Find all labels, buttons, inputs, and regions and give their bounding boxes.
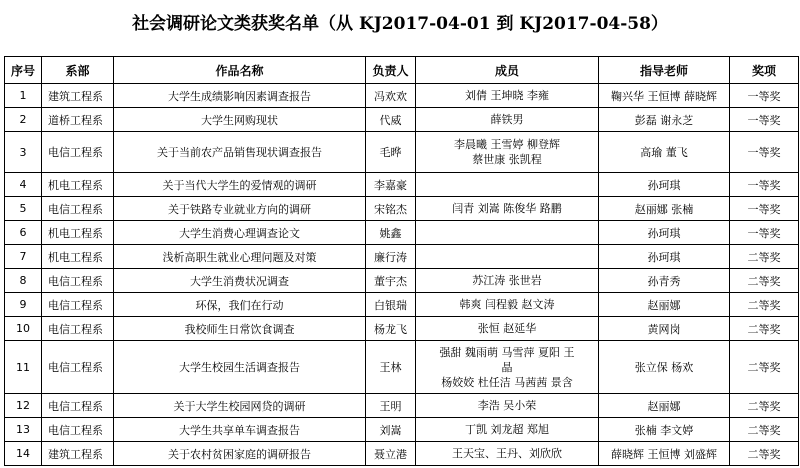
cell-leader: 董宇杰: [366, 269, 416, 293]
cell-advisor: 赵丽娜 张楠: [599, 197, 730, 221]
column-header: 成员: [416, 57, 599, 84]
cell-members: 丁凯 刘龙超 郑旭: [416, 418, 599, 442]
table-header-row: [5, 57, 799, 84]
cell-number: 5: [5, 197, 42, 221]
cell-advisor: 彭磊 谢永芝: [599, 108, 730, 132]
cell-award: 二等奖: [730, 317, 799, 341]
table-row: [5, 108, 799, 132]
column-header: 作品名称: [114, 57, 366, 84]
cell-work-title: 大学生校园生活调查报告: [114, 341, 366, 394]
cell-work-title: 大学生成绩影响因素调查报告: [114, 84, 366, 108]
table-row: [5, 84, 799, 108]
cell-award: 二等奖: [730, 418, 799, 442]
cell-award: 二等奖: [730, 442, 799, 466]
cell-number: 2: [5, 108, 42, 132]
table-row: [5, 269, 799, 293]
cell-advisor: 鞠兴华 王恒博 薛晓辉: [599, 84, 730, 108]
table-row: [5, 394, 799, 418]
table-row: [5, 317, 799, 341]
cell-leader: 白银瑞: [366, 293, 416, 317]
cell-members: 王天宝、王丹、刘欣欣: [416, 442, 599, 466]
cell-members: 李浩 吴小荣: [416, 394, 599, 418]
cell-department: 机电工程系: [42, 173, 114, 197]
cell-number: 6: [5, 221, 42, 245]
cell-work-title: 环保，我们在行动: [114, 293, 366, 317]
cell-leader: 王明: [366, 394, 416, 418]
cell-number: 1: [5, 84, 42, 108]
cell-advisor: 张立保 杨欢: [599, 341, 730, 394]
column-header: 负责人: [366, 57, 416, 84]
cell-leader: 王林: [366, 341, 416, 394]
cell-advisor: 赵丽娜: [599, 293, 730, 317]
cell-members: 苏江涛 张世岩: [416, 269, 599, 293]
cell-work-title: 大学生消费心理调查论文: [114, 221, 366, 245]
table-body: [5, 84, 799, 466]
cell-award: 二等奖: [730, 394, 799, 418]
cell-department: 机电工程系: [42, 245, 114, 269]
cell-number: 14: [5, 442, 42, 466]
cell-members: 张恒 赵延华: [416, 317, 599, 341]
cell-leader: 冯欢欢: [366, 84, 416, 108]
cell-department: 电信工程系: [42, 418, 114, 442]
table-row: [5, 221, 799, 245]
cell-work-title: 大学生共享单车调查报告: [114, 418, 366, 442]
cell-award: 二等奖: [730, 245, 799, 269]
cell-department: 电信工程系: [42, 293, 114, 317]
cell-work-title: 关于当前农产品销售现状调查报告: [114, 132, 366, 173]
cell-work-title: 关于铁路专业就业方向的调研: [114, 197, 366, 221]
cell-department: 电信工程系: [42, 132, 114, 173]
page-title: 社会调研论文类获奖名单（从 KJ2017-04-01 到 KJ2017-04-58）: [132, 14, 668, 34]
cell-award: 二等奖: [730, 269, 799, 293]
cell-award: 一等奖: [730, 84, 799, 108]
cell-leader: 刘嵩: [366, 418, 416, 442]
cell-leader: 李嘉豪: [366, 173, 416, 197]
table-row: [5, 173, 799, 197]
cell-members: 韩爽 闫程毅 赵文涛: [416, 293, 599, 317]
cell-award: 二等奖: [730, 293, 799, 317]
cell-leader: 代威: [366, 108, 416, 132]
cell-award: 一等奖: [730, 197, 799, 221]
cell-award: 二等奖: [730, 341, 799, 394]
cell-award: 一等奖: [730, 173, 799, 197]
cell-department: 建筑工程系: [42, 84, 114, 108]
cell-department: 机电工程系: [42, 221, 114, 245]
cell-work-title: 浅析高职生就业心理问题及对策: [114, 245, 366, 269]
award-table: [4, 56, 799, 466]
cell-leader: 毛晔: [366, 132, 416, 173]
cell-award: 一等奖: [730, 108, 799, 132]
table-row: [5, 418, 799, 442]
table-row: [5, 341, 799, 394]
cell-advisor: 张楠 李文婷: [599, 418, 730, 442]
column-header: 指导老师: [599, 57, 730, 84]
cell-leader: 聂立港: [366, 442, 416, 466]
cell-department: 建筑工程系: [42, 442, 114, 466]
cell-members: 闫青 刘嵩 陈俊华 路鹏: [416, 197, 599, 221]
cell-advisor: 高瑜 董飞: [599, 132, 730, 173]
table-row: [5, 293, 799, 317]
cell-members: 强甜 魏雨萌 马雪萍 夏阳 王 晶 杨姣姣 杜任洁 马茜茜 景含: [416, 341, 599, 394]
table-row: [5, 245, 799, 269]
cell-department: 电信工程系: [42, 269, 114, 293]
cell-number: 4: [5, 173, 42, 197]
cell-advisor: 孙珂琪: [599, 245, 730, 269]
column-header: 系部: [42, 57, 114, 84]
cell-leader: 宋铭杰: [366, 197, 416, 221]
cell-advisor: 孙珂琪: [599, 221, 730, 245]
cell-department: 电信工程系: [42, 394, 114, 418]
cell-work-title: 关于大学生校园网贷的调研: [114, 394, 366, 418]
column-header: 序号: [5, 57, 42, 84]
cell-department: 道桥工程系: [42, 108, 114, 132]
cell-work-title: 关于农村贫困家庭的调研报告: [114, 442, 366, 466]
cell-members: [416, 173, 599, 197]
cell-department: 电信工程系: [42, 197, 114, 221]
cell-members: 薛铁男: [416, 108, 599, 132]
table-row: [5, 442, 799, 466]
cell-advisor: 黄网岗: [599, 317, 730, 341]
cell-members: [416, 221, 599, 245]
table-row: [5, 132, 799, 173]
column-header: 奖项: [730, 57, 799, 84]
cell-department: 电信工程系: [42, 341, 114, 394]
cell-members: 刘倩 王坤晓 李雍: [416, 84, 599, 108]
cell-members: 李晨曦 王雪婷 柳登辉 蔡世康 张凯程: [416, 132, 599, 173]
cell-members: [416, 245, 599, 269]
cell-advisor: 孙珂琪: [599, 173, 730, 197]
cell-advisor: 薛晓辉 王恒博 刘盛辉: [599, 442, 730, 466]
cell-award: 一等奖: [730, 221, 799, 245]
cell-number: 8: [5, 269, 42, 293]
table-row: [5, 197, 799, 221]
cell-leader: 姚鑫: [366, 221, 416, 245]
cell-number: 9: [5, 293, 42, 317]
cell-advisor: 赵丽娜: [599, 394, 730, 418]
cell-leader: 廉行涛: [366, 245, 416, 269]
cell-advisor: 孙青秀: [599, 269, 730, 293]
cell-number: 11: [5, 341, 42, 394]
cell-number: 12: [5, 394, 42, 418]
cell-number: 13: [5, 418, 42, 442]
cell-work-title: 大学生消费状况调查: [114, 269, 366, 293]
cell-department: 电信工程系: [42, 317, 114, 341]
cell-award: 一等奖: [730, 132, 799, 173]
cell-work-title: 关于当代大学生的爱情观的调研: [114, 173, 366, 197]
cell-number: 7: [5, 245, 42, 269]
cell-number: 10: [5, 317, 42, 341]
cell-work-title: 我校师生日常饮食调查: [114, 317, 366, 341]
cell-work-title: 大学生网购现状: [114, 108, 366, 132]
cell-number: 3: [5, 132, 42, 173]
cell-leader: 杨龙飞: [366, 317, 416, 341]
